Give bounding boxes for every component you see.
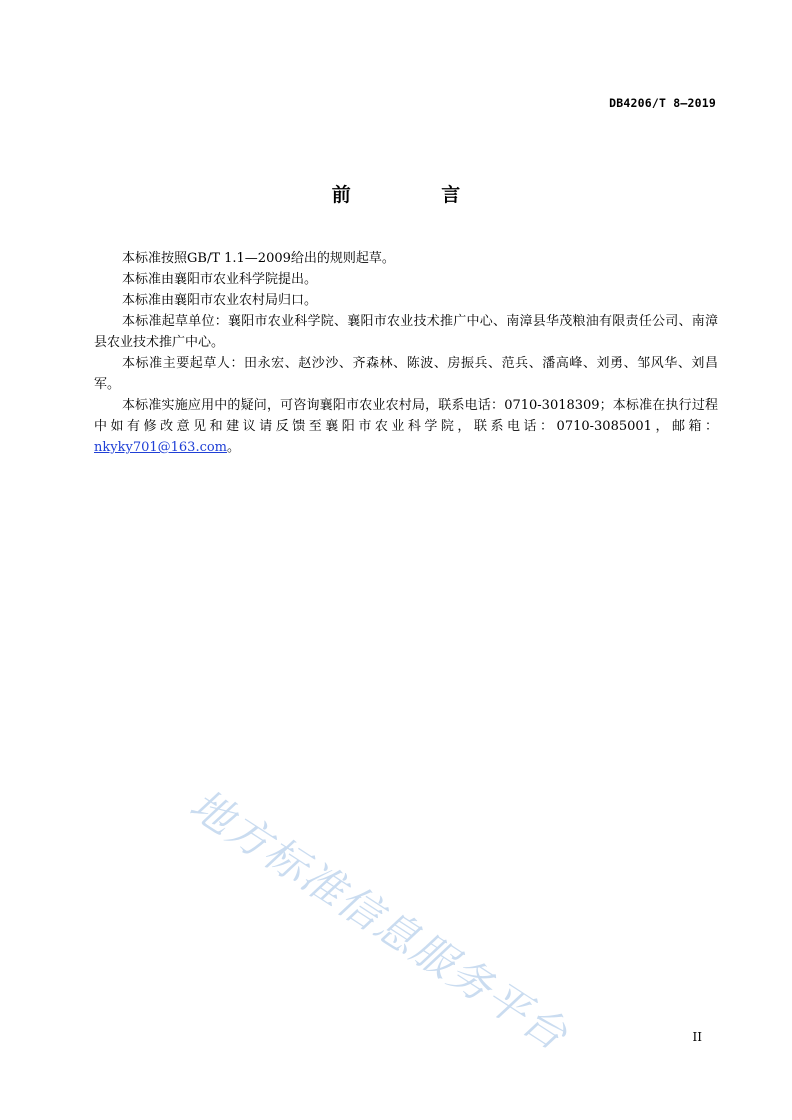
paragraph-drafters: 本标准主要起草人：田永宏、赵沙沙、齐森林、陈波、房振兵、范兵、潘高峰、刘勇、邹风华、刘昌军。 (94, 356, 718, 392)
contact-suffix: 。 (227, 440, 241, 455)
standard-code: DB4206/T 8—2019 (609, 96, 716, 110)
paragraph-administrator: 本标准由襄阳市农业农村局归口。 (122, 293, 318, 308)
body-text (94, 248, 718, 458)
paragraph-drafting-rules: 本标准按照GB/T 1.1—2009给出的规则起草。 (122, 251, 395, 266)
contact-text: 本标准实施应用中的疑问，可咨询襄阳市农业农村局，联系电话：0710-3018309；本标准在执行过程中如有修改意见和建议请反馈至襄阳市农业科学院，联系电话：0710-3085001，邮箱： (94, 398, 718, 434)
paragraph-contact (94, 395, 718, 458)
page-number: II (692, 1030, 702, 1044)
page-title: 前 言 (331, 184, 503, 206)
paragraph-proposer: 本标准由襄阳市农业科学院提出。 (122, 272, 318, 287)
paragraph-drafting-units: 本标准起草单位：襄阳市农业科学院、襄阳市农业技术推广中心、南漳县华茂粮油有限责任公司、南漳县农业技术推广中心。 (94, 314, 718, 350)
watermark: 地方标准信息服务平台 (181, 779, 578, 1061)
email-link[interactable]: nkyky701@163.com (94, 440, 228, 455)
